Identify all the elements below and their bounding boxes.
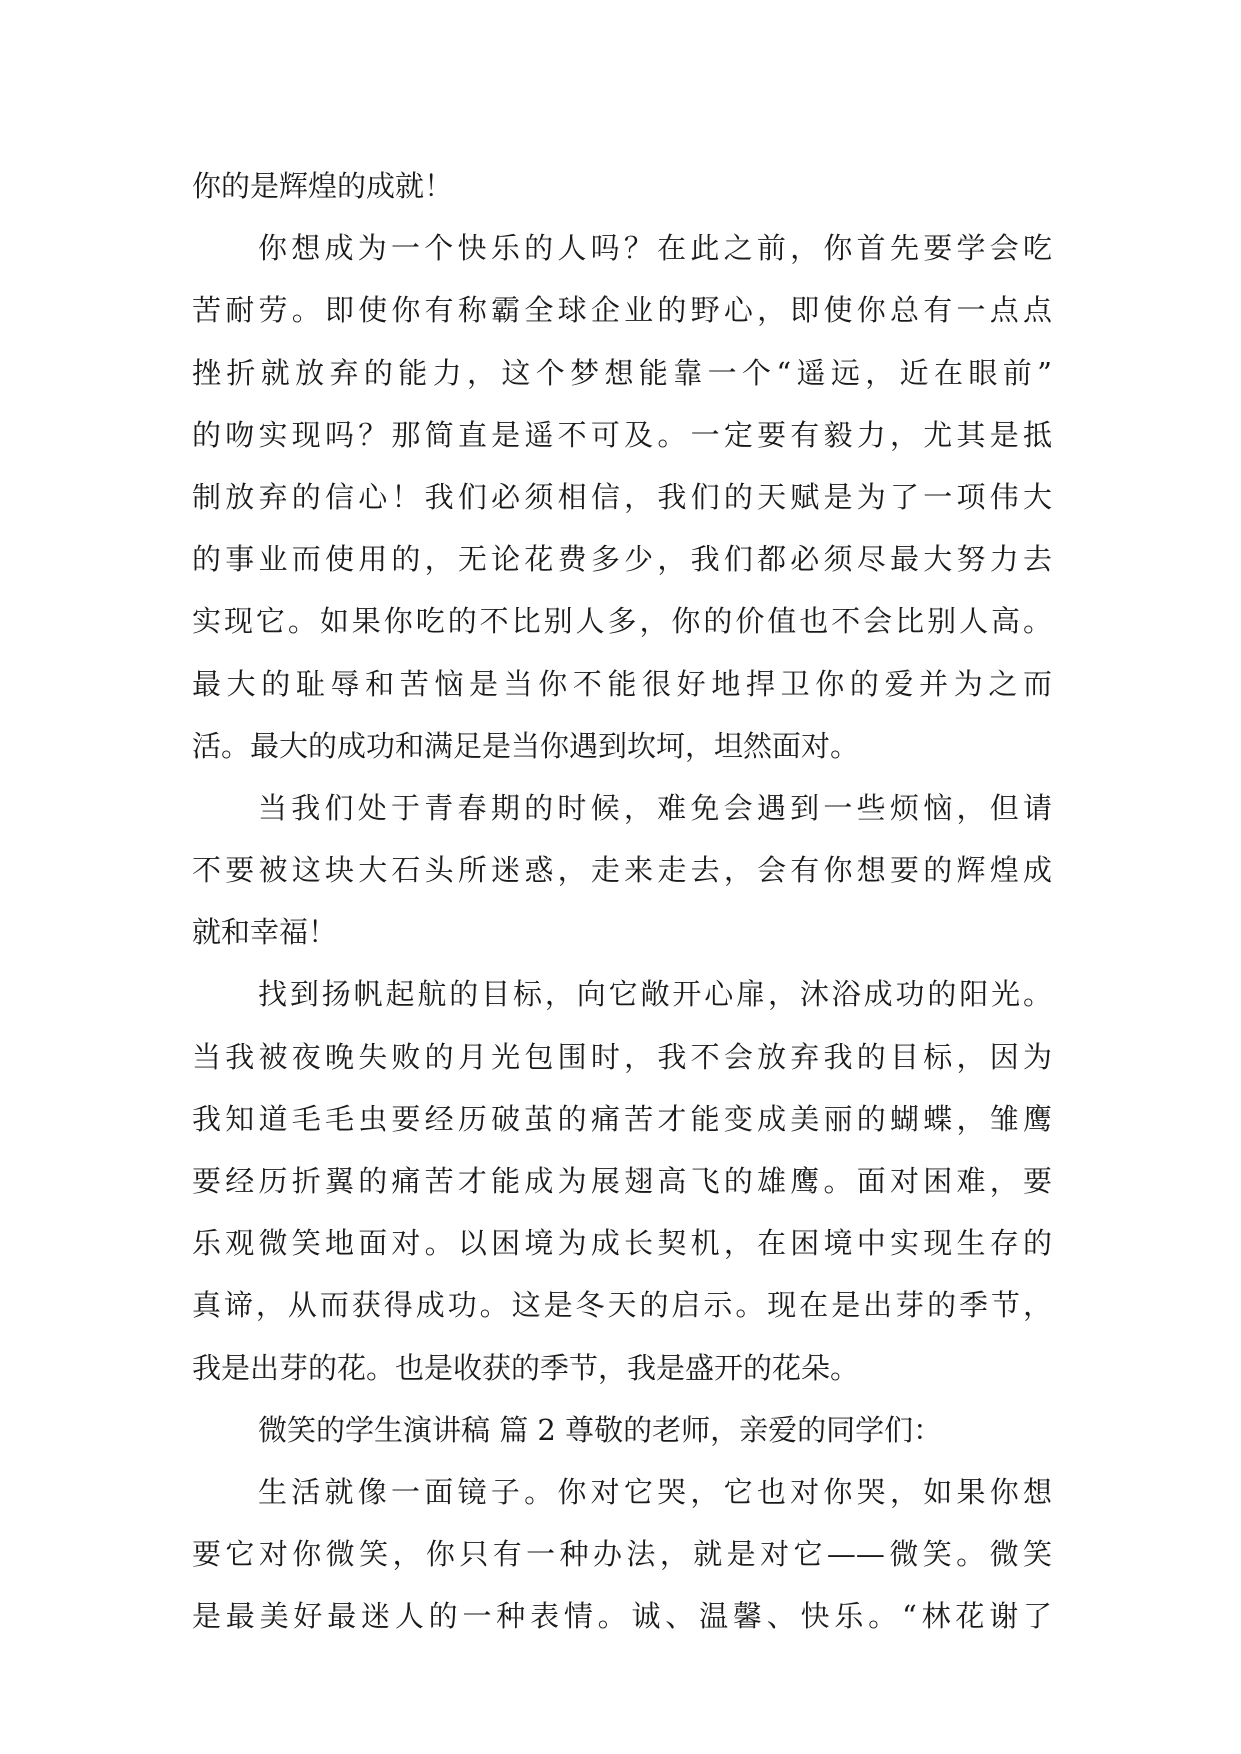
paragraph-first-line: 找到扬帆起航的目标，向它敞开心扉，沐浴成功的阳光。 (258, 977, 1052, 1012)
text-line: 制放弃的信心！我们必须相信，我们的天赋是为了一项伟大 (192, 479, 1052, 514)
paragraph-first-line: 你想成为一个快乐的人吗？在此之前，你首先要学会吃 (258, 231, 1052, 266)
text-line: 你的是辉煌的成就！ (192, 169, 454, 203)
text-line: 苦耐劳。即使你有称霸全球企业的野心，即使你总有一点点 (192, 293, 1052, 328)
text-line: 挫折就放弃的能力，这个梦想能靠一个“遥远，近在眼前” (192, 355, 1052, 390)
body-text (192, 155, 1052, 1648)
text-line: 最大的耻辱和苦恼是当你不能很好地捍卫你的爱并为之而 (192, 666, 1052, 701)
text-line: 当我被夜晚失败的月光包围时，我不会放弃我的目标，因为 (192, 1039, 1052, 1074)
section-heading-line: 微笑的学生演讲稿 篇 2 尊敬的老师，亲爱的同学们： (258, 1412, 943, 1447)
text-line: 就和幸福！ (192, 915, 338, 950)
text-line: 要经历折翼的痛苦才能成为展翅高飞的雄鹰。面对困难，要 (192, 1164, 1052, 1198)
text-line: 的事业而使用的，无论花费多少，我们都必须尽最大努力去 (192, 542, 1052, 577)
text-line: 要它对你微笑，你只有一种办法，就是对它——微笑。微笑 (192, 1537, 1052, 1572)
text-line: 的吻实现吗？那简直是遥不可及。一定要有毅力，尤其是抵 (192, 417, 1052, 452)
text-line: 真谛，从而获得成功。这是冬天的启示。现在是出芽的季节， (192, 1288, 1052, 1323)
text-line: 活。最大的成功和满足是当你遇到坎坷，坦然面对。 (192, 728, 860, 763)
text-line: 我是出芽的花。也是收获的季节，我是盛开的花朵。 (192, 1350, 860, 1385)
text-line: 不要被这块大石头所迷惑，走来走去，会有你想要的辉煌成 (192, 853, 1052, 888)
text-line: 乐观微笑地面对。以困境为成长契机，在困境中实现生存的 (192, 1226, 1052, 1261)
text-line: 我知道毛毛虫要经历破茧的痛苦才能变成美丽的蝴蝶，雏鹰 (192, 1101, 1052, 1136)
text-line: 实现它。如果你吃的不比别人多，你的价值也不会比别人高。 (192, 604, 1052, 639)
paragraph-first-line: 当我们处于青春期的时候，难免会遇到一些烦恼，但请 (258, 790, 1052, 825)
paragraph-first-line: 生活就像一面镜子。你对它哭，它也对你哭，如果你想 (258, 1474, 1052, 1509)
text-line: 是最美好最迷人的一种表情。诚、温馨、快乐。“林花谢了 (192, 1599, 1052, 1634)
